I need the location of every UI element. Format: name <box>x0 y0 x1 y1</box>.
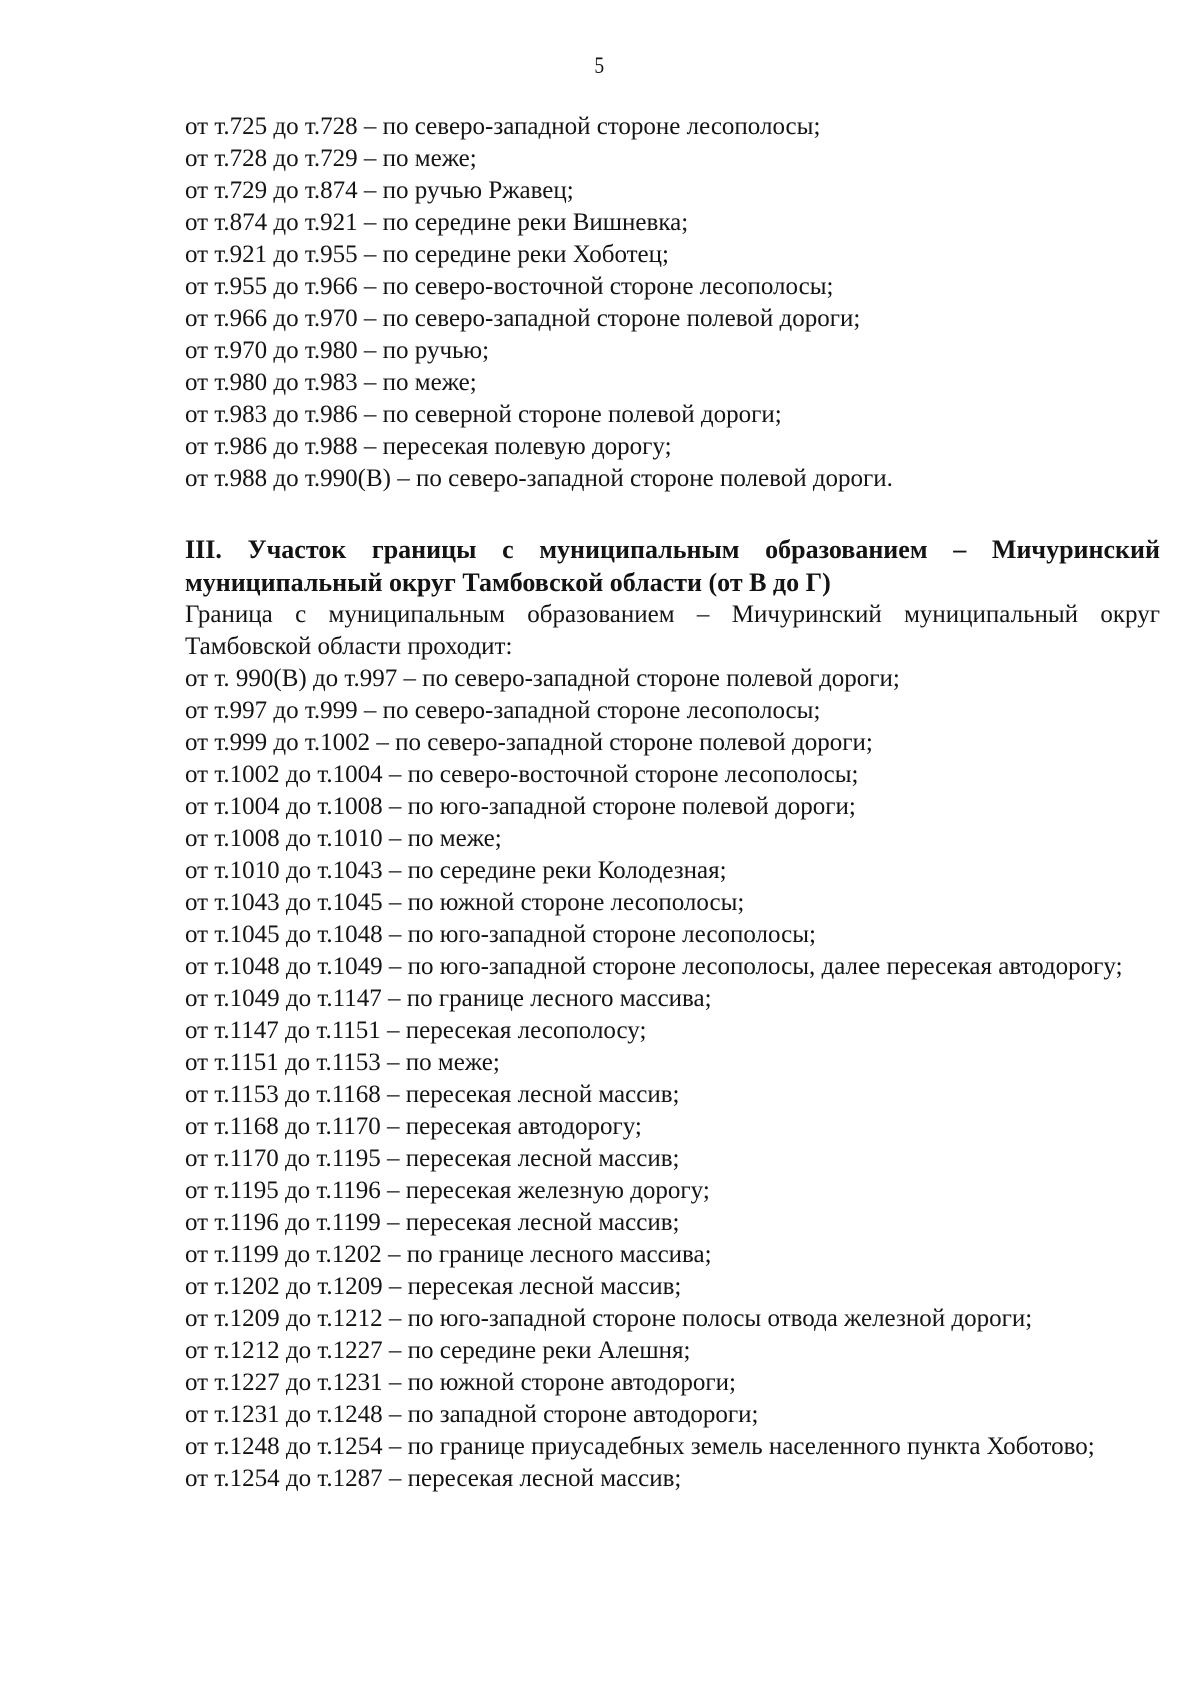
section-spacer <box>185 495 1160 533</box>
boundary-item: от т.1248 до т.1254 – по границе приусадебных земель населенного пункта Хоботово; <box>185 1433 1095 1460</box>
boundary-item: от т.1049 до т.1147 – по границе лесного массива; <box>185 985 712 1012</box>
document-body <box>185 111 1160 1495</box>
boundary-item: от т.1045 до т.1048 – по юго-западной стороне лесополосы; <box>185 921 816 948</box>
boundary-item: от т.921 до т.955 – по середине реки Хоботец; <box>185 241 669 268</box>
boundary-item: от т.1168 до т.1170 – пересекая автодорогу; <box>185 1113 642 1140</box>
boundary-item: от т.1196 до т.1199 – пересекая лесной массив; <box>185 1209 680 1236</box>
boundary-item: от т.1231 до т.1248 – по западной стороне автодороги; <box>185 1401 759 1428</box>
boundary-item: от т.1199 до т.1202 – по границе лесного массива; <box>185 1241 712 1268</box>
boundary-item: от т.1010 до т.1043 – по середине реки Колодезная; <box>185 857 727 884</box>
boundary-item: от т.1002 до т.1004 – по северо-восточной стороне лесополосы; <box>185 761 859 788</box>
boundary-item: от т.980 до т.983 – по меже; <box>185 369 477 396</box>
boundary-item: от т.1048 до т.1049 – по юго-западной стороне лесополосы, далее пересекая автодорогу; <box>185 953 1123 980</box>
boundary-item: от т.983 до т.986 – по северной стороне полевой дороги; <box>185 401 782 428</box>
boundary-item: от т.1153 до т.1168 – пересекая лесной массив; <box>185 1081 680 1108</box>
boundary-item: от т.874 до т.921 – по середине реки Вишневка; <box>185 209 689 236</box>
boundary-item: от т.725 до т.728 – по северо-западной стороне лесополосы; <box>185 113 821 140</box>
boundary-item: от т.1212 до т.1227 – по середине реки Алешня; <box>185 1337 691 1364</box>
boundary-item: от т.1227 до т.1231 – по южной стороне автодороги; <box>185 1369 736 1396</box>
boundary-item: от т.1151 до т.1153 – по меже; <box>185 1049 500 1076</box>
boundary-list-section-3 <box>185 663 1160 1495</box>
boundary-item: от т.1254 до т.1287 – пересекая лесной массив; <box>185 1465 682 1492</box>
boundary-item: от т.955 до т.966 – по северо-восточной стороне лесополосы; <box>185 273 834 300</box>
boundary-item: от т.1170 до т.1195 – пересекая лесной массив; <box>185 1145 680 1172</box>
boundary-item: от т.970 до т.980 – по ручью; <box>185 337 490 364</box>
boundary-item: от т.1008 до т.1010 – по меже; <box>185 825 502 852</box>
boundary-item: от т. 990(В) до т.997 – по северо-западной стороне полевой дороги; <box>185 665 900 692</box>
boundary-item: от т.1147 до т.1151 – пересекая лесополосу; <box>185 1017 647 1044</box>
boundary-item: от т.988 до т.990(В) – по северо-западной стороне полевой дороги. <box>185 465 893 492</box>
boundary-item: от т.999 до т.1002 – по северо-западной стороне полевой дороги; <box>185 729 873 756</box>
boundary-item: от т.986 до т.988 – пересекая полевую дорогу; <box>185 433 672 460</box>
boundary-item: от т.1195 до т.1196 – пересекая железную дорогу; <box>185 1177 710 1204</box>
boundary-item: от т.728 до т.729 – по меже; <box>185 145 477 172</box>
boundary-item: от т.1209 до т.1212 – по юго-западной стороне полосы отвода железной дороги; <box>185 1305 1033 1332</box>
boundary-item: от т.1043 до т.1045 – по южной стороне лесополосы; <box>185 889 745 916</box>
boundary-item: от т.1202 до т.1209 – пересекая лесной массив; <box>185 1273 682 1300</box>
page-number: 5 <box>594 53 605 78</box>
boundary-item: от т.1004 до т.1008 – по юго-западной стороне полевой дороги; <box>185 793 856 820</box>
boundary-item: от т.729 до т.874 – по ручью Ржавец; <box>185 177 574 204</box>
section-heading: III. Участок границы с муниципальным образованием – Мичуринский муниципальный округ Тамбовской области (от В до Г) <box>185 535 1160 597</box>
boundary-list-before <box>185 111 1160 495</box>
boundary-item: от т.997 до т.999 – по северо-западной стороне лесополосы; <box>185 697 821 724</box>
section-intro: Граница с муниципальным образованием – Мичуринский муниципальный округ Тамбовской области проходит: <box>185 601 1160 660</box>
boundary-item: от т.966 до т.970 – по северо-западной стороне полевой дороги; <box>185 305 861 332</box>
